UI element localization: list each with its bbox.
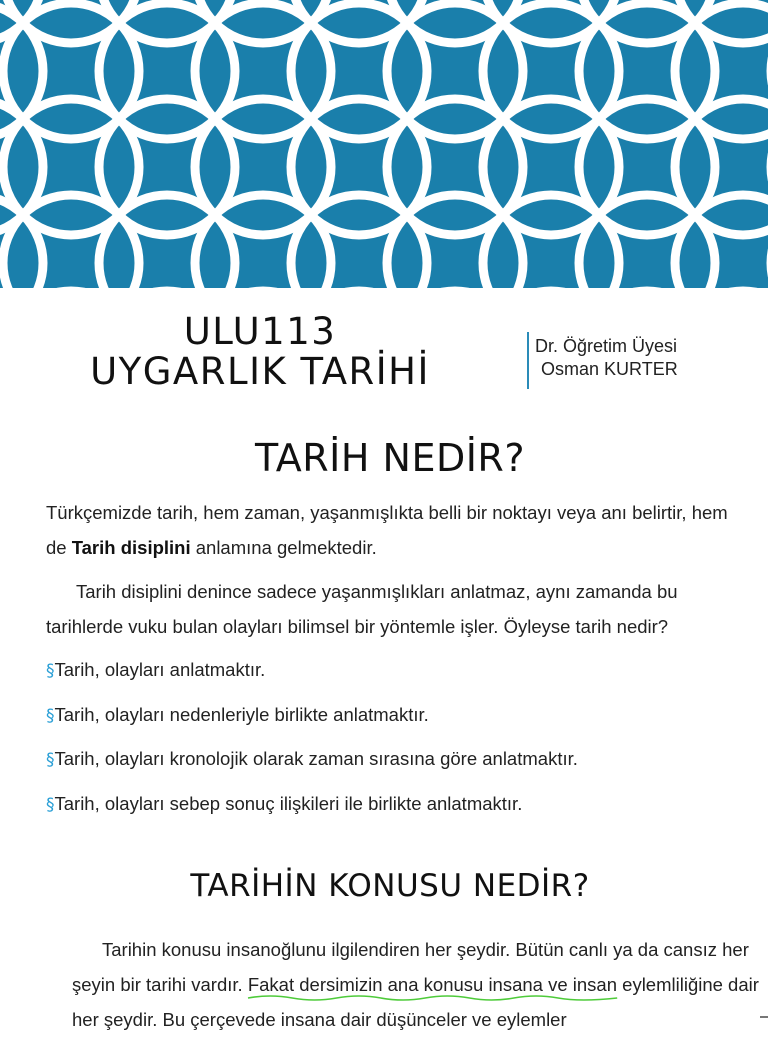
bullet-icon: § xyxy=(46,750,55,770)
bullet-icon: § xyxy=(46,794,55,815)
course-title xyxy=(60,312,460,392)
definition-list xyxy=(46,652,578,830)
course-code: ULU113 xyxy=(183,310,337,353)
list-item xyxy=(46,786,578,831)
list-item xyxy=(46,652,578,697)
intro-text-end: anlamına gelmektedir. xyxy=(190,537,377,558)
list-item-text: Tarih, olayları nedenleriyle birlikte anlatmaktır. xyxy=(54,703,429,725)
subject-paragraph xyxy=(72,932,762,1037)
section-heading-what-is-history: TARİH NEDİR? xyxy=(255,436,525,480)
author-title: Dr. Öğretim Üyesi xyxy=(535,336,678,356)
course-name: UYGARLIK TARİHİ xyxy=(90,350,430,393)
discipline-paragraph: Tarih disiplini denince sadece yaşanmışlıkları anlatmaz, aynı zamanda bu tarihlerde vuku bulan olayları bilimsel bir yöntemle işler. Öyleyse tarih nedir? xyxy=(46,581,678,637)
list-item-text: Tarih, olayları anlatmaktır. xyxy=(54,659,266,680)
list-item xyxy=(46,697,578,742)
intro-paragraph xyxy=(46,495,746,565)
highlighted-text-content: Fakat dersimizin ana konusu insana ve insan xyxy=(247,974,618,995)
circle-lattice-pattern xyxy=(0,0,768,288)
decorative-pattern-banner xyxy=(0,0,768,288)
bullet-icon: § xyxy=(46,661,55,681)
author-divider xyxy=(527,332,529,389)
list-item xyxy=(46,741,578,786)
intro-text-start: Türkçemizde tarih, hem zaman, yaşanmışlıkta belli bir noktayı veya anı belirtir, hem de xyxy=(46,502,728,558)
list-item-text: Tarih, olayları kronolojik olarak zaman sırasına göre anlatmaktır. xyxy=(54,748,578,769)
slide-edge-marker xyxy=(760,1016,768,1018)
section-heading-subject-of-history: TARİHİN KONUSU NEDİR? xyxy=(190,868,590,904)
subject-text-start: Tarihin konusu insanoğlunu ilgilendiren her şeydir. Bütün canlı ya da cansız her şeyin bir tarihi vardır. xyxy=(72,939,749,995)
intro-text-bold: Tarih disiplini xyxy=(71,537,191,558)
author-block xyxy=(535,335,705,381)
bullet-icon: § xyxy=(46,705,55,726)
author-name: Osman KURTER xyxy=(541,359,678,379)
subject-text-end: eylemliliğine dair her şeydir. Bu çerçevede insana dair düşünceler ve eylemler xyxy=(72,974,759,1030)
list-item-text: Tarih, olayları sebep sonuç ilişkileri ile birlikte anlatmaktır. xyxy=(54,792,523,814)
highlighted-text xyxy=(248,974,617,995)
